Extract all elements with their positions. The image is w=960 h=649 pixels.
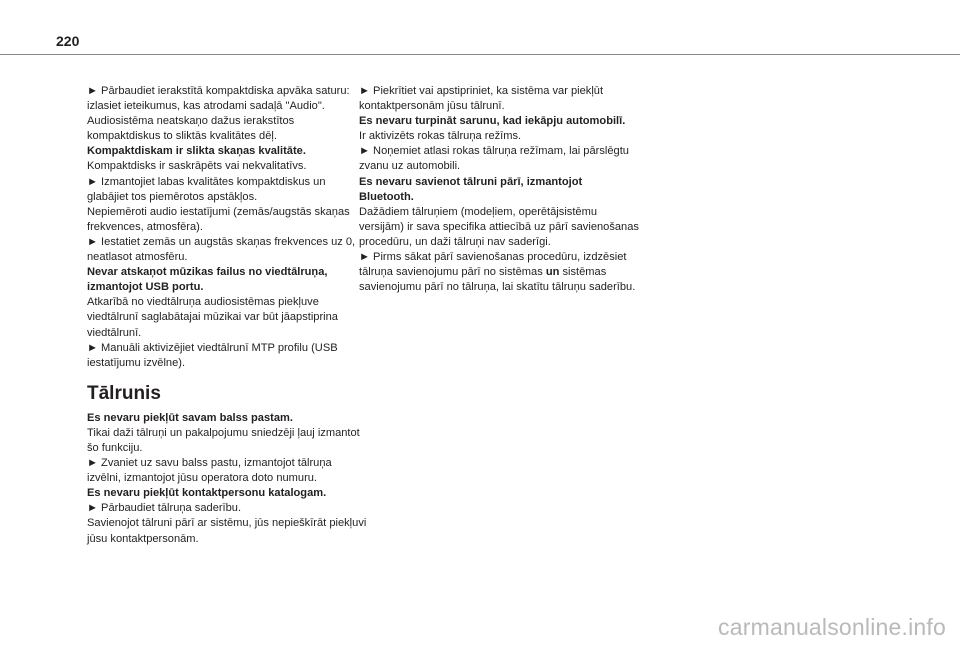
section-title: Tālrunis (87, 382, 161, 404)
question-heading: Nevar atskaņot mūzikas failus no viedtālruņa, izmantojot USB portu. (87, 266, 328, 294)
paragraph: ► Pārbaudiet ierakstītā kompaktdiska apvāka saturu: izlasiet ieteikumus, kas atrodami sadaļā "Audio". (87, 85, 350, 113)
paragraph: ► Izmantojiet labas kvalitātes kompaktdiskus un glabājiet tos piemērotos apstākļos. (87, 175, 326, 203)
left-paragraphs-after (87, 411, 367, 547)
left-column (87, 84, 367, 547)
paragraph: Savienojot tālruni pārī ar sistēmu, jūs nepieškīrāt piekļuvi jūsu kontaktpersonām. (87, 517, 367, 545)
paragraph: ► Zvaniet uz savu balss pastu, izmantojot tālruņa izvēlni, izmantojot jūsu operatora doto numuru. (87, 457, 332, 485)
paragraph: Ir aktivizēts rokas tālruņa režīms. (359, 130, 522, 143)
paragraph: Tikai daži tālruņi un pakalpojumu sniedzēji ļauj izmantot šo funkciju. (87, 426, 360, 454)
paragraph: Dažādiem tālruņiem (modeļiem, operētājsistēmu versijām) ir sava specifika attiecībā uz pārī savienošanas procedūru, un daži tālruņi nav saderīgi. (359, 205, 639, 248)
right-column (359, 84, 639, 295)
paragraph: Audiosistēma neatskaņo dažus ierakstītos kompaktdiskus to sliktās kvalitātes dēļ. (87, 115, 295, 143)
paragraph: ► Noņemiet atlasi rokas tālruņa režīmam, lai pārslēgtu zvanu uz automobili. (359, 145, 629, 173)
paragraph-text: sistēmas savienojumu pārī no tālruņa, lai skatītu tālruņu saderību. (359, 266, 636, 294)
question-heading: Es nevaru piekļūt savam balss pastam. (87, 411, 293, 424)
question-heading: Es nevaru piekļūt kontaktpersonu katalogam. (87, 487, 327, 500)
left-paragraphs-before (87, 84, 367, 371)
emphasis-text: un (545, 266, 560, 279)
question-heading: Kompaktdiskam ir slikta skaņas kvalitāte. (87, 145, 306, 158)
paragraph: ► Manuāli aktivizējiet viedtālrunī MTP profilu (USB iestatījumu izvēlne). (87, 341, 338, 369)
paragraph: Kompaktdisks ir saskrāpēts vai nekvalitatīvs. (87, 160, 307, 173)
header-divider (0, 54, 960, 55)
watermark: carmanualsonline.info (718, 614, 946, 640)
paragraph: Atkarībā no viedtālruņa audiosistēmas piekļuve viedtālrunī saglabātajai mūzikai var būt jāapstiprina viedtālrunī. (87, 296, 338, 339)
page-number: 220 (56, 33, 80, 49)
question-heading: Es nevaru turpināt sarunu, kad iekāpju automobilī. (359, 115, 626, 128)
paragraph-text: ► Pirms sākat pārī savienošanas procedūru, izdzēsiet tālruņa savienojumu pārī no sistēmas (359, 251, 627, 279)
paragraph: ► Iestatiet zemās un augstās skaņas frekvences uz 0, neatlasot atmosfēru. (87, 235, 356, 264)
question-heading: Es nevaru savienot tālruni pārī, izmantojot Bluetooth. (359, 175, 583, 203)
paragraph (359, 250, 639, 295)
paragraph: ► Pārbaudiet tālruņa saderību. (87, 502, 242, 515)
paragraph: Nepiemēroti audio iestatījumi (zemās/augstās skaņas frekvences, atmosfēra). (87, 205, 350, 233)
paragraph: ► Piekrītiet vai apstipriniet, ka sistēma var piekļūt kontaktpersonām jūsu tālrunī. (359, 85, 604, 113)
